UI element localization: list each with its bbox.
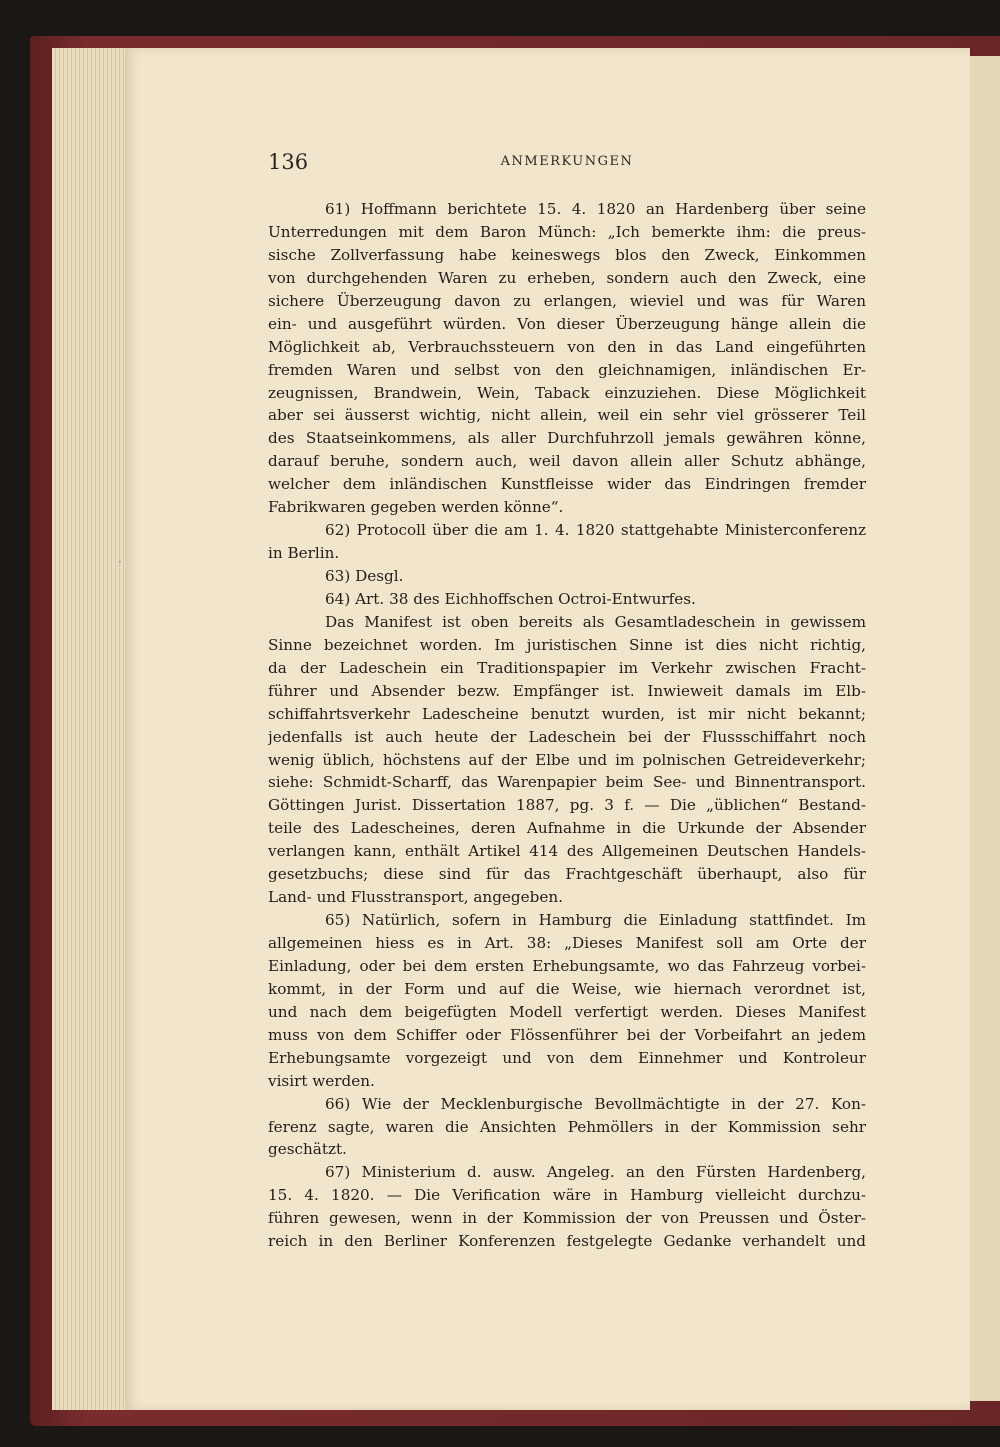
text-line: 66) Wie der Mecklenburgische Bevollmächtigte in der 27. Kon- bbox=[325, 1094, 866, 1113]
text-line: von durchgehenden Waren zu erheben, sondern auch den Zweck, eine bbox=[268, 268, 866, 287]
text-line: kommt, in der Form und auf die Weise, wie hiernach verordnet ist, bbox=[268, 979, 866, 998]
text-line: führen gewesen, wenn in der Kommission der von Preussen und Öster- bbox=[268, 1209, 866, 1228]
text-line: wenig üblich, höchstens auf der Elbe und im polnischen Getreideverkehr; bbox=[268, 750, 866, 769]
text-line: Möglichkeit ab, Verbrauchssteuern von den in das Land eingeführten bbox=[268, 337, 866, 356]
text-line: jedenfalls ist auch heute der Ladeschein bei der Flussschiffahrt noch bbox=[268, 727, 866, 746]
text-line: Unterredungen mit dem Baron Münch: „Ich bemerkte ihm: die preus- bbox=[268, 222, 866, 241]
text-line: sichere Überzeugung davon zu erlangen, wieviel und was für Waren bbox=[268, 291, 866, 310]
text-line: muss von dem Schiffer oder Flössenführer bei der Vorbeifahrt an jedem bbox=[268, 1025, 866, 1044]
text-line: gesetzbuchs; diese sind für das Frachtgeschäft überhaupt, also für bbox=[268, 865, 866, 884]
text-line: fremden Waren und selbst von den gleichnamigen, inländischen Er- bbox=[268, 360, 866, 379]
text-line: zeugnissen, Brandwein, Wein, Taback einzuziehen. Diese Möglichkeit bbox=[268, 383, 866, 402]
text-line: geschätzt. bbox=[268, 1140, 347, 1159]
text-line: aber sei äusserst wichtig, nicht allein, weil ein sehr viel grösserer Teil bbox=[268, 406, 866, 425]
next-page-edge bbox=[970, 56, 1000, 1401]
text-line: Fabrikwaren gegeben werden könne“. bbox=[268, 498, 564, 517]
running-head: ANMERKUNGEN bbox=[500, 154, 634, 169]
text-line: Sinne bezeichnet worden. Im juristischen Sinne ist dies nicht richtig, bbox=[268, 635, 866, 654]
text-line: Göttingen Jurist. Dissertation 1887, pg. 3 f. — Die „üblichen“ Bestand- bbox=[268, 796, 866, 815]
page-header bbox=[268, 150, 866, 180]
text-line: teile des Ladescheines, deren Aufnahme in die Urkunde der Absender bbox=[268, 819, 866, 838]
text-line: 61) Hoffmann berichtete 15. 4. 1820 an Hardenberg über seine bbox=[325, 200, 866, 218]
text-line: Land- und Flusstransport, angegeben. bbox=[268, 888, 563, 907]
text-line: ferenz sagte, waren die Ansichten Pehmöllers in der Kommission sehr bbox=[268, 1117, 866, 1136]
text-line: 67) Ministerium d. ausw. Angeleg. an den Fürsten Hardenberg, bbox=[325, 1163, 866, 1182]
text-line: 65) Natürlich, sofern in Hamburg die Einladung stattfindet. Im bbox=[325, 911, 866, 930]
text-line: und nach dem beigefügten Modell verfertigt werden. Dieses Manifest bbox=[268, 1002, 866, 1021]
text-line: führer und Absender bezw. Empfänger ist. Inwieweit damals im Elb- bbox=[268, 681, 866, 700]
text-line: 15. 4. 1820. — Die Verification wäre in Hamburg vielleicht durchzu- bbox=[268, 1186, 866, 1205]
text-line: des Staatseinkommens, als aller Durchfuhrzoll jemals gewähren könne, bbox=[268, 429, 866, 448]
text-line: verlangen kann, enthält Artikel 414 des Allgemeinen Deutschen Handels- bbox=[268, 842, 866, 861]
text-line: da der Ladeschein ein Traditionspapier im Verkehr zwischen Fracht- bbox=[268, 658, 866, 677]
text-line: sische Zollverfassung habe keineswegs blos den Zweck, Einkommen bbox=[268, 245, 866, 264]
text-line: schiffahrtsverkehr Ladescheine benutzt wurden, ist mir nicht bekannt; bbox=[268, 704, 866, 723]
text-line: visirt werden. bbox=[268, 1071, 375, 1090]
page-number: 136 bbox=[268, 150, 309, 174]
margin-mark: · bbox=[118, 555, 122, 569]
text-line: siehe: Schmidt-Scharff, das Warenpapier beim See- und Binnentransport. bbox=[268, 773, 866, 792]
text-line: welcher dem inländischen Kunstfleisse wider das Eindringen fremder bbox=[268, 475, 866, 494]
text-line: 62) Protocoll über die am 1. 4. 1820 stattgehabte Ministerconferenz bbox=[325, 521, 866, 540]
text-line: Das Manifest ist oben bereits als Gesamtladeschein in gewissem bbox=[325, 612, 866, 631]
text-line: allgemeinen hiess es in Art. 38: „Dieses Manifest soll am Orte der bbox=[268, 934, 866, 952]
text-line: 64) Art. 38 des Eichhoffschen Octroi-Entwurfes. bbox=[325, 589, 696, 608]
footnotes-text bbox=[268, 198, 866, 1253]
text-line: Erhebungsamte vorgezeigt und von dem Einnehmer und Kontroleur bbox=[268, 1048, 866, 1067]
text-line: ein- und ausgeführt würden. Von dieser Überzeugung hänge allein die bbox=[268, 314, 866, 333]
text-line: in Berlin. bbox=[268, 544, 340, 563]
text-line: 63) Desgl. bbox=[325, 567, 404, 585]
text-line: darauf beruhe, sondern auch, weil davon allein aller Schutz abhänge, bbox=[268, 452, 866, 471]
text-line: Einladung, oder bei dem ersten Erhebungsamte, wo das Fahrzeug vorbei- bbox=[268, 956, 866, 975]
text-line: reich in den Berliner Konferenzen festgelegte Gedanke verhandelt und bbox=[268, 1232, 866, 1251]
